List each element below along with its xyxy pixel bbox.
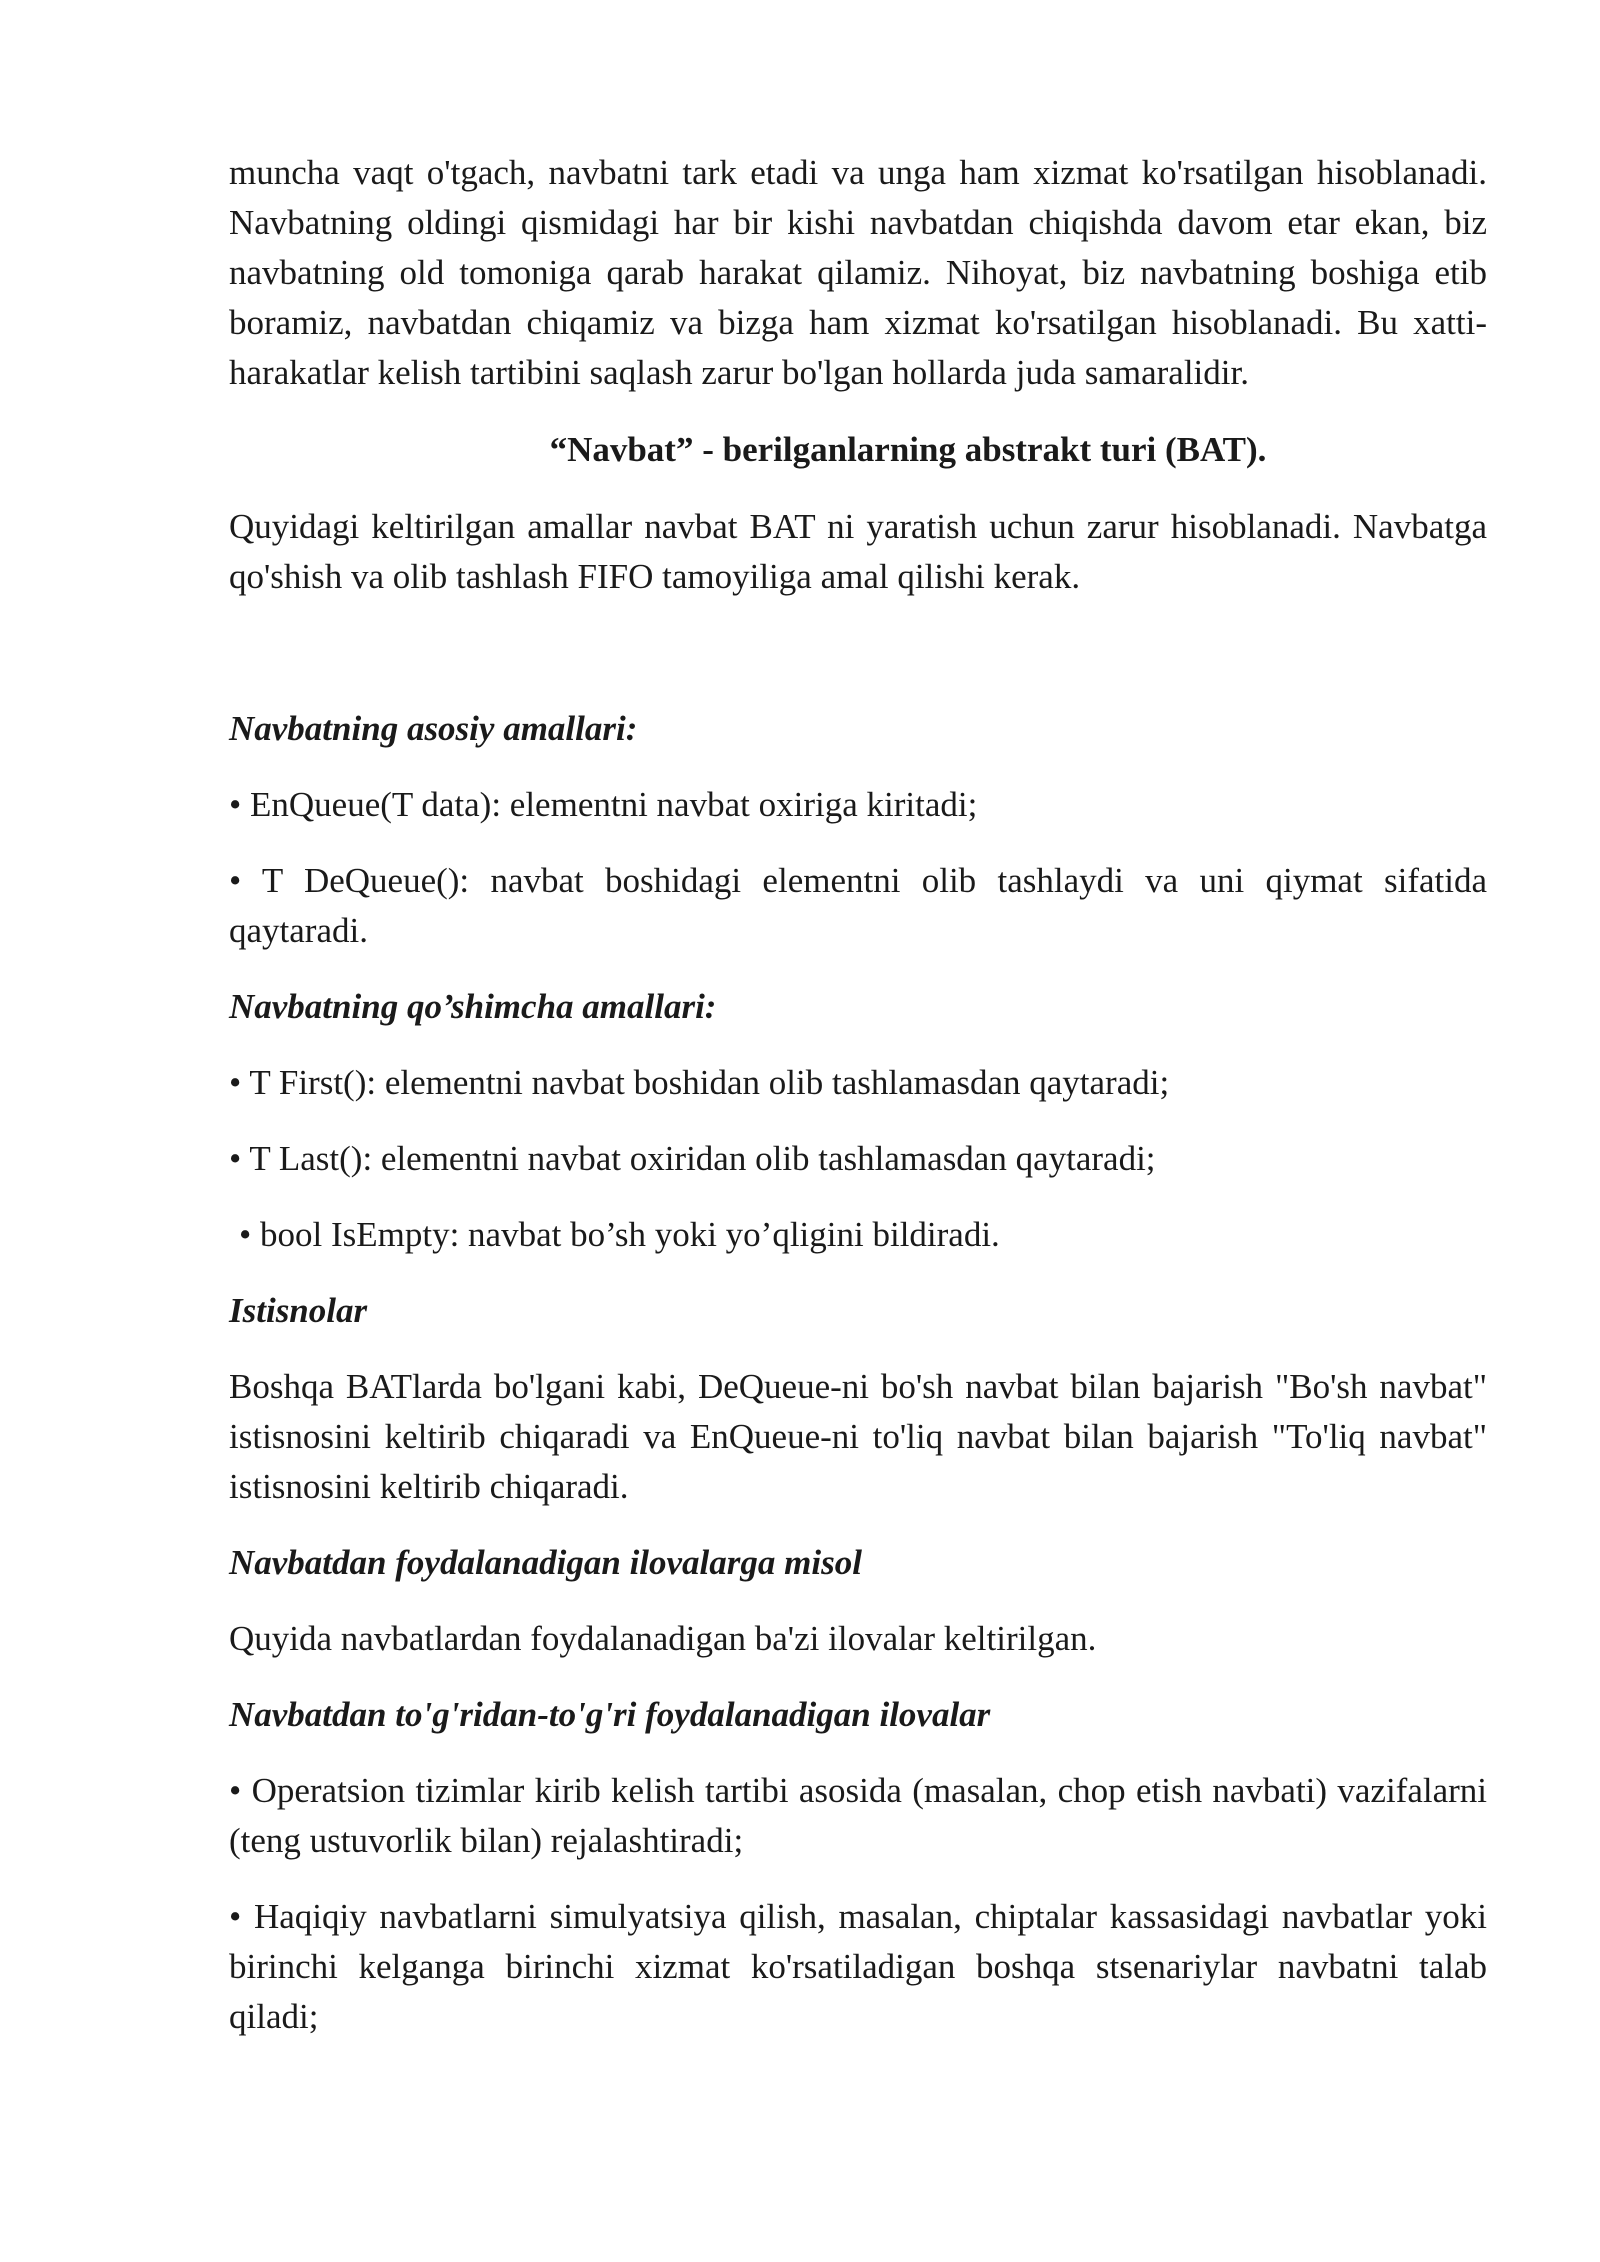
examples-heading: Navbatdan foydalanadigan ilovalarga misol (229, 1543, 862, 1582)
section-title: “Navbat” - berilganlarning abstrakt turi (BAT). (549, 430, 1267, 469)
extra-ops-item: • bool IsEmpty: navbat bo’sh yoki yo’qligini bildiradi. (239, 1215, 1000, 1254)
extra-ops-item: • T Last(): elementni navbat oxiridan olib tashlamasdan qaytaradi; (229, 1139, 1156, 1178)
extra-ops-heading: Navbatning qo’shimcha amallari: (229, 987, 717, 1026)
main-ops-item: • EnQueue(T data): elementni navbat oxiriga kiritadi; (229, 785, 978, 824)
exceptions-heading: Istisnolar (229, 1291, 368, 1330)
extra-ops-item: • T First(): elementni navbat boshidan olib tashlamasdan qaytaradi; (229, 1063, 1170, 1102)
main-ops-heading: Navbatning asosiy amallari: (229, 709, 638, 748)
intro-paragraph: muncha vaqt o'tgach, navbatni tark etadi va unga ham xizmat ko'rsatilgan hisoblanadi. Navbatning oldingi qismidagi har bir kishi navbatdan chiqishda davom etar ekan, biz navbatning old tomoniga qarab harakat qilamiz. Nihoyat, biz navbatning boshiga etib boramiz, navbatdan chiqamiz va bizga ham xizmat ko'rsatilgan hisoblanadi. Bu xatti-harakatlar kelish tartibini saqlash zarur bo'lgan hollarda juda samaralidir. (229, 153, 1487, 392)
main-ops-item: • T DeQueue(): navbat boshidagi elementni olib tashlaydi va uni qiymat sifatida qaytaradi. (229, 861, 1487, 950)
direct-apps-item: • Haqiqiy navbatlarni simulyatsiya qilish, masalan, chiptalar kassasidagi navbatlar yoki birinchi kelganga birinchi xizmat ko'rsatiladigan boshqa stsenariylar navbatni talab qiladi; (229, 1897, 1487, 2036)
examples-paragraph: Quyida navbatlardan foydalanadigan ba'zi ilovalar keltirilgan. (229, 1619, 1097, 1658)
exceptions-paragraph: Boshqa BATlarda bo'lgani kabi, DeQueue-ni bo'sh navbat bilan bajarish "Bo'sh navbat" istisnosini keltirib chiqaradi va EnQueue-ni to'liq navbat bilan bajarish "To'liq navbat" istisnosini keltirib chiqaradi. (229, 1367, 1487, 1506)
document-page (229, 148, 1487, 2042)
direct-apps-heading: Navbatdan to'g'ridan-to'g'ri foydalanadigan ilovalar (229, 1695, 991, 1734)
bat-paragraph: Quyidagi keltirilgan amallar navbat BAT ni yaratish uchun zarur hisoblanadi. Navbatga qo'shish va olib tashlash FIFO tamoyiliga amal qilishi kerak. (229, 507, 1487, 596)
direct-apps-item: • Operatsion tizimlar kirib kelish tartibi asosida (masalan, chop etish navbati) vazifalarni (teng ustuvorlik bilan) rejalashtiradi; (229, 1771, 1487, 1860)
